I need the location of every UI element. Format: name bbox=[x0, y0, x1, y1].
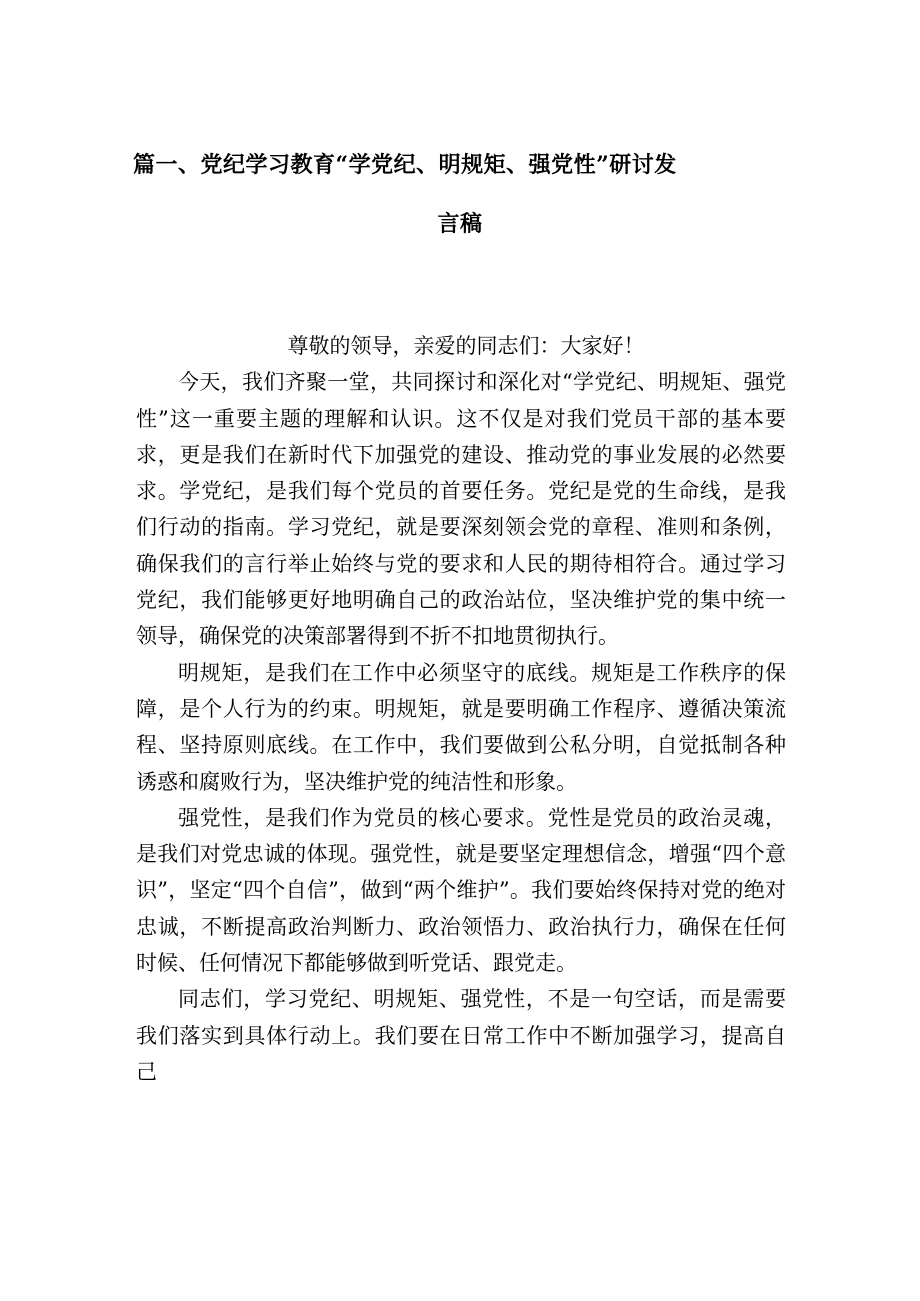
greeting: 尊敬的领导，亲爱的同志们：大家好！ bbox=[287, 334, 645, 358]
paragraph-1: 今天，我们齐聚一堂，共同探讨和深化对“学党纪、明规矩、强党性”这一重要主题的理解和认识。这不仅是对我们党员干部的基本要求，更是我们在新时代下加强党的建设、推动党的事业发展的必然要求。学党纪，是我们每个党员的首要任务。党纪是党的生命线，是我们行动的指南。学习党纪，就是要深刻领会党的章程、准则和条例，确保我们的言行举止始终与党的要求和人民的期待相符合。通过学习党纪，我们能够更好地明确自己的政治站位，坚决维护党的集中统一领导，确保党的决策部署得到不折不扣地贯彻执行。 bbox=[136, 370, 786, 649]
document-title-line-2: 言稿 bbox=[437, 211, 483, 237]
paragraph-4: 同志们，学习党纪、明规矩、强党性，不是一句空话，而是需要我们落实到具体行动上。我们要在日常工作中不断加强学习，提高自己 bbox=[136, 987, 786, 1084]
paragraph-3: 强党性，是我们作为党员的核心要求。党性是党员的政治灵魂，是我们对党忠诚的体现。强党性，就是要坚定理想信念，增强“四个意识”，坚定“四个自信”，做到“两个维护”。我们要始终保持对党的绝对忠诚，不断提高政治判断力、政治领悟力、政治执行力，确保在任何时候、任何情况下都能够做到听党话、跟党走。 bbox=[136, 805, 786, 976]
document-body bbox=[136, 328, 786, 1090]
paragraph-2: 明规矩，是我们在工作中必须坚守的底线。规矩是工作秩序的保障，是个人行为的约束。明规矩，就是要明确工作程序、遵循决策流程、坚持原则底线。在工作中，我们要做到公私分明，自觉抵制各种诱惑和腐败行为，坚决维护党的纯洁性和形象。 bbox=[136, 660, 786, 794]
document-title-line-1: 篇一、党纪学习教育“学党纪、明规矩、强党性”研讨发 bbox=[133, 152, 677, 178]
